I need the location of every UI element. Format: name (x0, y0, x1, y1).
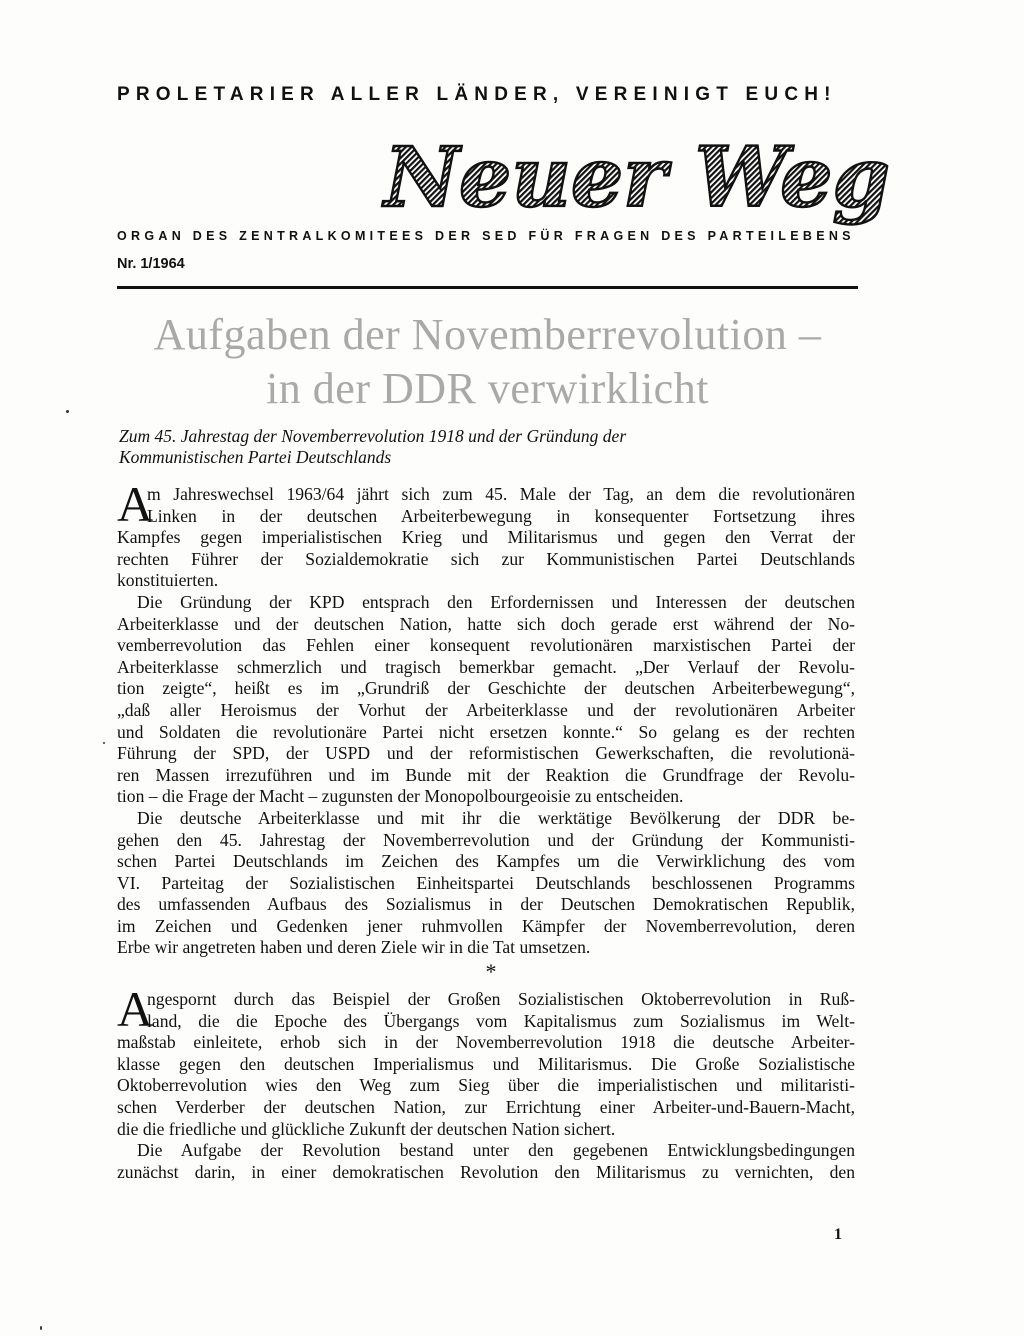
text-line: land, die die Epoche des Übergangs vom Kapitalismus zum Sozialismus im Welt- (147, 1010, 855, 1031)
text-line: ren Massen irrezuführen und im Bunde mit der Reaktion die Grundfrage der Revolu- (117, 764, 855, 785)
section-separator: * (485, 959, 497, 985)
text-line: tion – die Frage der Macht – zugunsten der Monopolbourgeoisie zu entscheiden. (117, 786, 684, 807)
text-line: ngespornt durch das Beispiel der Großen Sozialistischen Oktoberrevolution in Ruß- (147, 989, 855, 1010)
paragraph-3 (117, 808, 855, 959)
headline-line: in der DDR verwirklicht (266, 364, 709, 413)
print-speck (103, 742, 105, 744)
header-rule (117, 286, 858, 289)
text-line: vemberrevolution das Fehlen einer konsequent revolutionären marxistischen Partei der (117, 635, 855, 656)
paragraph-1 (117, 476, 855, 592)
text-line: Kampfes gegen imperialistischen Krieg und Militarismus und gegen den Verrat der (117, 527, 855, 548)
text-line: Die Aufgabe der Revolution bestand unter den gegebenen Entwicklungsbedingungen (137, 1140, 855, 1161)
article-headline (117, 308, 858, 416)
text-line: Arbeiterklasse und der deutschen Nation, hatte sich doch gerade erst während der No- (117, 613, 855, 634)
print-speck (66, 410, 69, 413)
print-speck (40, 1326, 42, 1330)
text-line: Erbe wir angetreten haben und deren Ziele wir in die Tat umsetzen. (117, 937, 591, 958)
text-line: Die Gründung der KPD entsprach den Erfordernissen und Interessen der deutschen (137, 591, 855, 612)
text-line: Linken in der deutschen Arbeiterbewegung in konsequenter Fortsetzung ihres (147, 505, 855, 526)
text-line: klasse gegen den deutschen Imperialismus und Militarismus. Die Große Sozialistische (117, 1053, 855, 1074)
text-line: VI. Parteitag der Sozialistischen Einheitspartei Deutschlands beschlossenen Programms (117, 872, 855, 893)
text-line: m Jahreswechsel 1963/64 jährt sich zum 45. Male der Tag, an dem die revolutionären (147, 484, 855, 504)
text-line: Arbeiterklasse schmerzlich und tragisch bemerkbar gemacht. „Der Verlauf der Revolu- (117, 656, 855, 677)
text-line: „daß aller Heroismus der Vorhut der Arbeiterklasse und der revolutionären Arbeiter (117, 699, 855, 720)
issue-number: Nr. 1/1964 (117, 256, 185, 272)
paragraph-4 (117, 981, 855, 1140)
subtitle-line: Kommunistischen Partei Deutschlands (119, 447, 392, 467)
text-line: schen Partei Deutschlands im Zeichen des Kampfes um die Verwirklichung des vom (117, 851, 855, 872)
text-line: Oktoberrevolution wies den Weg zum Sieg über die imperialistischen und militaristi- (117, 1075, 855, 1096)
organ-line: ORGAN DES ZENTRALKOMITEES DER SED FÜR FRAGEN DES PARTEILEBENS (117, 229, 855, 243)
article-body (117, 476, 855, 1183)
text-line: die die friedliche und glückliche Zukunft der deutschen Nation sichert. (117, 1118, 616, 1139)
drop-cap: A (117, 476, 154, 532)
article-subtitle (119, 426, 859, 468)
text-line: und Soldaten die revolutionäre Partei nicht ersetzen konnte.“ So gelang es der rechten (117, 721, 855, 742)
text-line: gehen den 45. Jahrestag der Novemberrevolution und der Gründung der Kommunisti- (117, 829, 855, 850)
drop-cap: A (117, 981, 154, 1038)
text-line: Die deutsche Arbeiterklasse und mit ihr die werktätige Bevölkerung der DDR be- (137, 807, 855, 828)
paragraph-2 (117, 592, 855, 808)
text-line: schen Verderber der deutschen Nation, zur Errichtung einer Arbeiter-und-Bauern-Macht, (117, 1097, 855, 1118)
page-number: 1 (834, 1226, 842, 1243)
headline-line: Aufgaben der Novemberrevolution – (153, 310, 822, 359)
text-line: des umfassenden Aufbaus des Sozialismus in der Deutschen Demokratischen Republik, (117, 894, 855, 915)
text-line: Führung der SPD, der USPD und der reformistischen Gewerkschaften, die revolutionä- (117, 743, 855, 764)
text-line: konstituierten. (117, 570, 219, 591)
text-line: tion zeigte“, heißt es im „Grundriß der Geschichte der deutschen Arbeiterbewegung“, (117, 678, 855, 699)
paragraph-5 (117, 1140, 855, 1183)
subtitle-line: Zum 45. Jahrestag der Novemberrevolution 1918 und der Gründung der (119, 426, 627, 446)
masthead-text: Neuer Weg (384, 130, 890, 226)
text-line: maßstab einleitete, erhob sich in der Novemberrevolution 1918 die deutsche Arbeiter- (117, 1032, 855, 1053)
motto: PROLETARIER ALLER LÄNDER, VEREINIGT EUCH! (117, 84, 837, 105)
masthead-title (384, 126, 890, 226)
text-line: zunächst darin, in einer demokratischen Revolution den Militarismus zu vernichten, den (117, 1161, 855, 1182)
text-line: rechten Führer der Sozialdemokratie sich zur Kommunistischen Partei Deutschlands (117, 548, 855, 569)
text-line: im Zeichen und Gedenken jener ruhmvollen Kämpfer der Novemberrevolution, deren (117, 915, 855, 936)
